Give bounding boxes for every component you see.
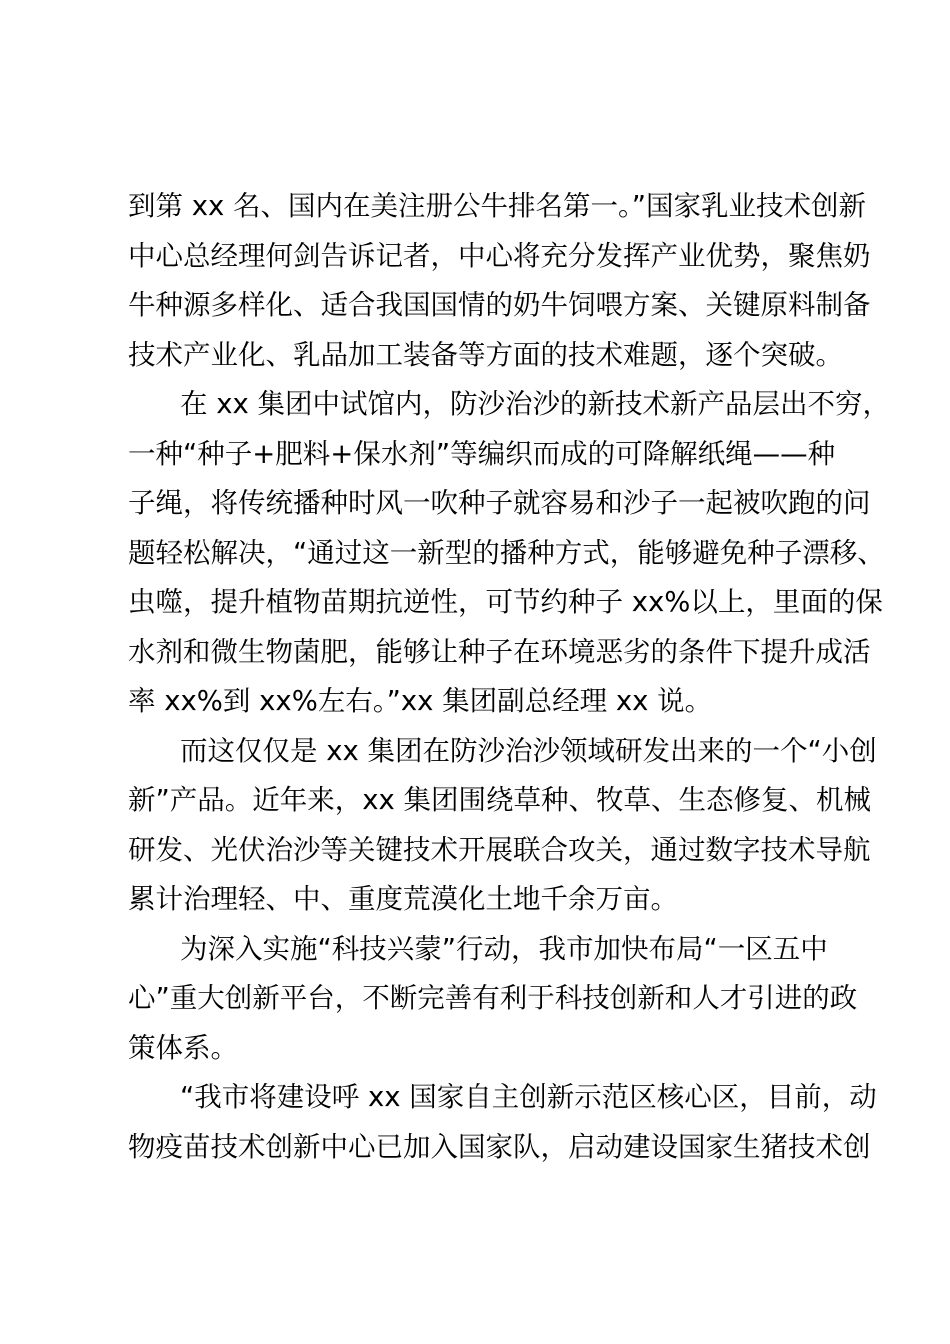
text-line: 新”产品。近年来，xx 集团围绕草种、牧草、生态修复、机械 xyxy=(128,784,872,816)
text-line: 率 xx%到 xx%左右。”xx 集团副总经理 xx 说。 xyxy=(128,685,713,717)
text-line: 牛种源多样化、适合我国国情的奶牛饲喂方案、关键原料制备 xyxy=(128,289,871,321)
text-line: 策体系。 xyxy=(128,1031,238,1064)
text-line: 到第 xx 名、国内在美注册公牛排名第一。”国家乳业技术创新 xyxy=(128,190,867,222)
paragraph-first-line: “我市将建设呼 xx 国家自主创新示范区核心区，目前，动 xyxy=(180,1081,877,1113)
text-line: 一种“种子+肥料+保水剂”等编织而成的可降解纸绳——种 xyxy=(128,437,836,470)
article-body xyxy=(128,182,891,1172)
paragraph-first-line: 在 xx 集团中试馆内，防沙治沙的新技术新产品层出不穷， xyxy=(180,388,891,420)
text-line: 物疫苗技术创新中心已加入国家队，启动建设国家生猪技术创 xyxy=(128,1130,871,1163)
text-line: 技术产业化、乳品加工装备等方面的技术难题，逐个突破。 xyxy=(128,338,843,371)
text-line: 累计治理轻、中、重度荒漠化土地千余万亩。 xyxy=(128,883,678,915)
text-line: 子绳，将传统播种时风一吹种子就容易和沙子一起被吹跑的问 xyxy=(128,487,871,519)
text-line: 心”重大创新平台，不断完善有利于科技创新和人才引进的政 xyxy=(128,982,858,1014)
text-line: 题轻松解决，“通过这一新型的播种方式，能够避免种子漂移、 xyxy=(128,536,885,569)
text-line: 水剂和微生物菌肥，能够让种子在环境恶劣的条件下提升成活 xyxy=(128,635,871,668)
text-line: 中心总经理何剑告诉记者，中心将充分发挥产业优势，聚焦奶 xyxy=(128,239,871,272)
text-line: 虫噬，提升植物苗期抗逆性，可节约种子 xx%以上，里面的保 xyxy=(128,586,883,618)
text-line: 研发、光伏治沙等关键技术开展联合攻关，通过数字技术导航 xyxy=(128,833,871,866)
paragraph-first-line: 为深入实施“科技兴蒙”行动，我市加快布局“一区五中 xyxy=(180,932,828,965)
paragraph-first-line: 而这仅仅是 xx 集团在防沙治沙领域研发出来的一个“小创 xyxy=(180,734,877,767)
